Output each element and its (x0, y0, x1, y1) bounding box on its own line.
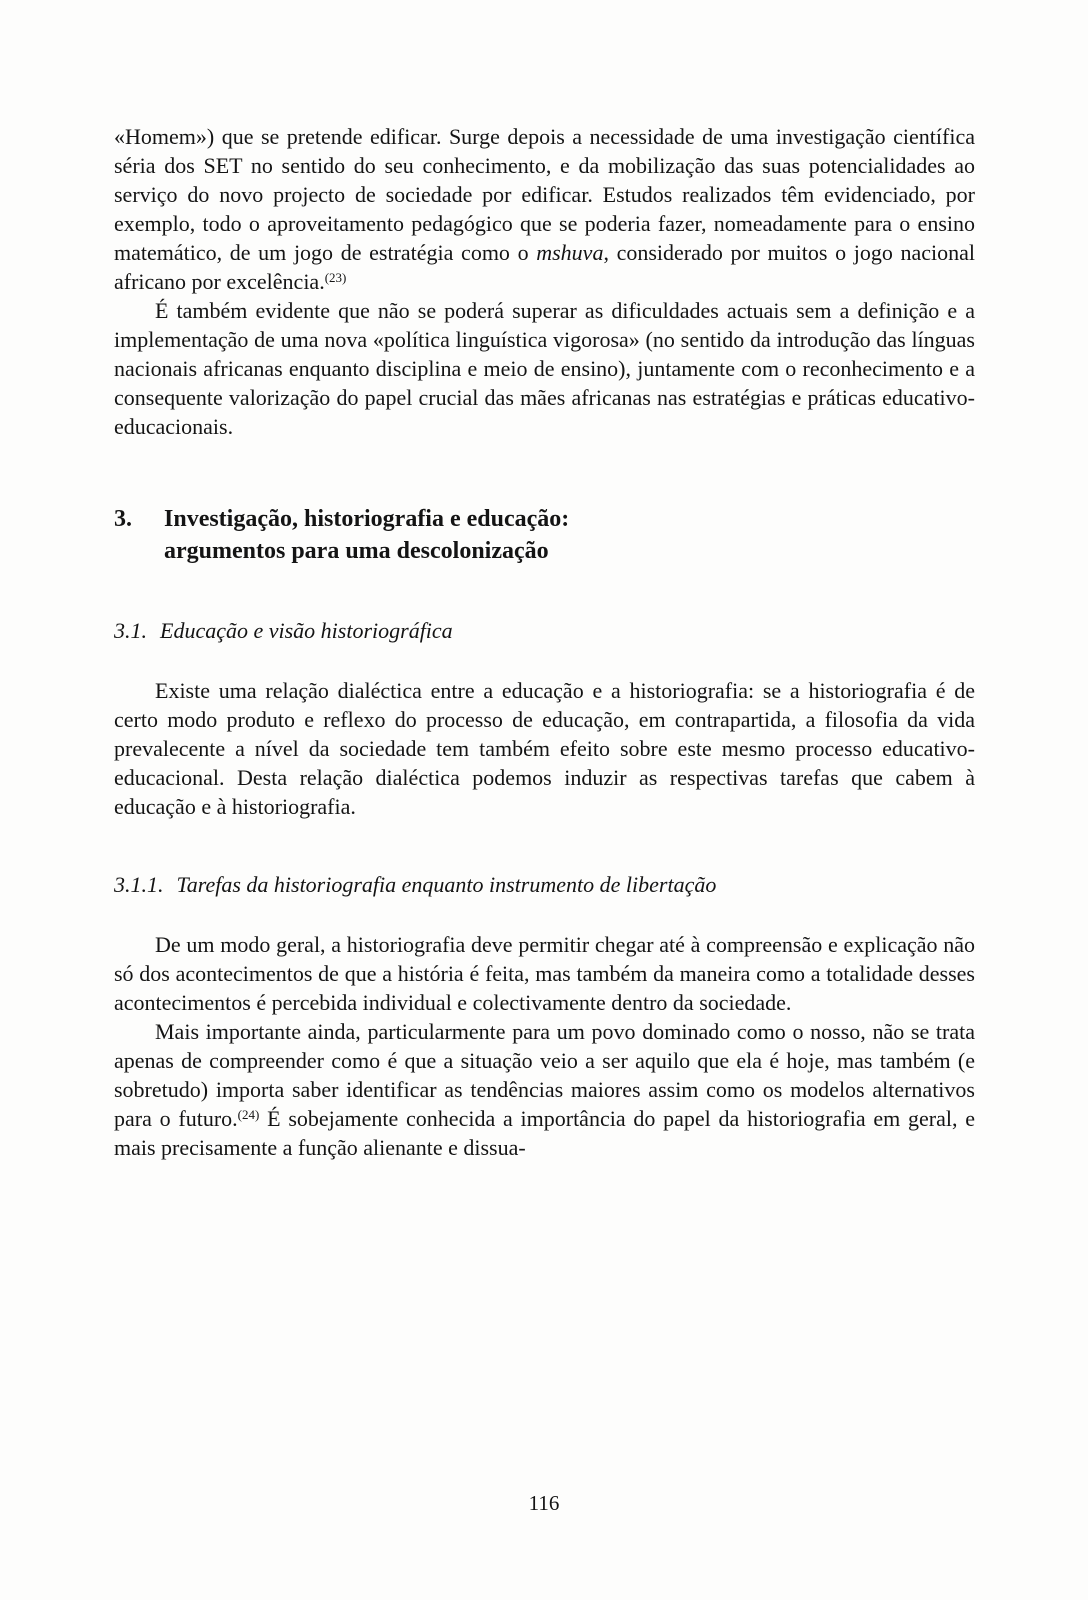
paragraph-1-text-b: , considerado por muitos o jogo nacional africano por excelência. (114, 240, 975, 294)
section-title-line-2: argumentos para uma descolonização (164, 538, 549, 564)
subsection-title-3-1-1: Tarefas da historiografia enquanto instrumento de libertação (176, 872, 717, 897)
paragraph-5-text-b: É sobejamente conhecida a importância do papel da historiografia em geral, e mais precisamente a função alienante e dissua- (114, 1106, 976, 1160)
section-number: 3. (114, 506, 132, 532)
section-title (164, 503, 569, 567)
section-heading-3 (114, 503, 975, 567)
paragraph-1 (114, 122, 975, 296)
footnote-ref-23: (23) (324, 270, 347, 285)
footnote-ref-24: (24) (237, 1107, 260, 1122)
paragraph-1-text-a: «Homem») que se pretende edificar. Surge depois a necessidade de uma investigação científica séria dos SET no sentido do seu conhecimento, e da mobilização das suas potencialidades ao serviço do novo projecto de sociedade por edificar. Estudos realizados têm evidenciado, por exemplo, todo o aproveitamento pedagógico que se poderia fazer, nomeadamente para o ensino matemático, de um jogo de estratégia como o (114, 124, 975, 265)
subsection-number-3-1-1: 3.1.1. (114, 872, 164, 897)
section-title-line-1: Investigação, historiografia e educação: (164, 506, 570, 532)
paragraph-4: De um modo geral, a historiografia deve permitir chegar até à compreensão e explicação não só dos acontecimentos de que a história é feita, mas também da maneira como a totalidade desses acontecimentos é percebida individual e colectivamente dentro da sociedade. (114, 932, 975, 1015)
page-text (114, 122, 975, 1162)
italic-term-mshuva: mshuva (536, 240, 604, 265)
subsection-title-3-1: Educação e visão historiográfica (160, 618, 453, 643)
subsection-heading-3-1 (114, 616, 975, 645)
paragraph-2: É também evidente que não se poderá superar as dificuldades actuais sem a definição e a implementação de uma nova «política linguística vigorosa» (no sentido da introdução das línguas nacionais africanas enquanto disciplina e meio de ensino), juntamente com o reconhecimento e a consequente valorização do papel crucial das mães africanas nas estratégias e práticas educativo-educacionais. (114, 298, 975, 439)
paragraph-5-text-a: Mais importante ainda, particularmente para um povo dominado como o nosso, não se trata apenas de compreender como é que a situação veio a ser aquilo que ela é hoje, mas também (e sobretudo) importa saber identificar as tendências maiores assim como os modelos alternativos para o futuro. (114, 1019, 975, 1131)
subsection-heading-3-1-1 (114, 870, 975, 899)
paragraph-3: Existe uma relação dialéctica entre a educação e a historiografia: se a historiografia é de certo modo produto e reflexo do processo de educação, em contrapartida, a filosofia da vida prevalecente a nível da sociedade tem também efeito sobre este mesmo processo educativo-educacional. Desta relação dialéctica podemos induzir as respectivas tarefas que cabem à educação e à historiografia. (114, 678, 975, 819)
page-number: 116 (528, 1491, 560, 1515)
paragraph-5 (114, 1017, 975, 1162)
subsection-number-3-1: 3.1. (114, 618, 147, 643)
